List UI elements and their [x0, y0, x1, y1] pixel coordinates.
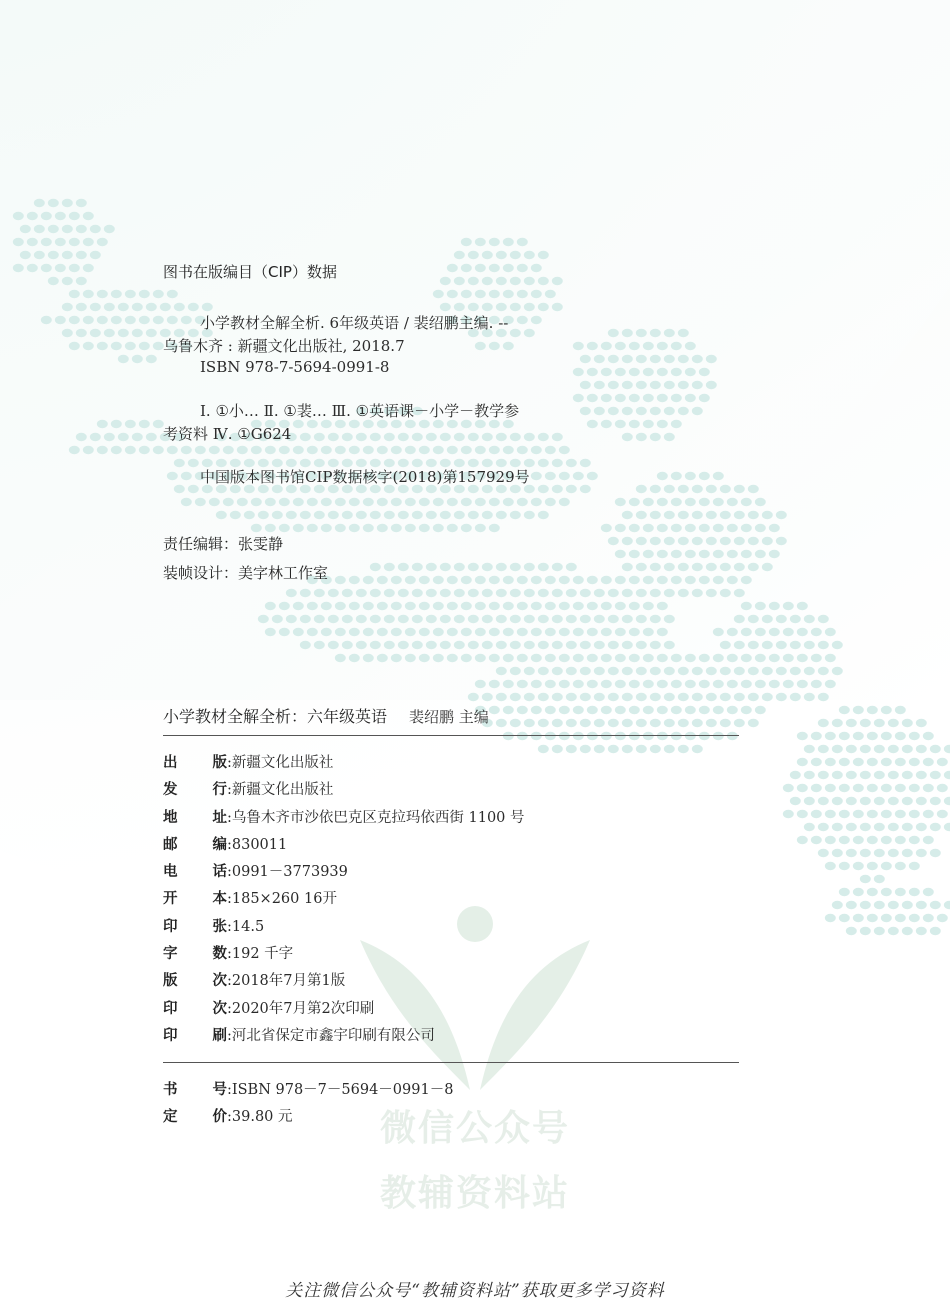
pub-row-format — [163, 888, 525, 915]
pub-value: :2018年7月第1版 — [227, 973, 346, 990]
divider-bottom — [163, 1062, 739, 1063]
cip-line-1: 小学教材全解全析. 6年级英语 / 裴绍鹏主编. -- — [200, 314, 509, 332]
pub-row-printing — [163, 998, 525, 1025]
pub-value: :192 千字 — [227, 946, 294, 963]
pub-row-phone — [163, 861, 525, 888]
pub-label: 印 张 — [163, 918, 227, 935]
cip-heading: 图书在版编目（CIP）数据 — [163, 263, 337, 281]
pub-label: 发 行 — [163, 782, 227, 799]
pub-row-distributor — [163, 779, 525, 806]
pub-value: :14.5 — [227, 918, 265, 935]
pub-label: 印 刷 — [163, 1027, 227, 1044]
pub-value: :新疆文化出版社 — [227, 782, 334, 799]
pub-value: :乌鲁木齐市沙依巴克区克拉玛依西街 1100 号 — [227, 809, 525, 826]
pub-label: 邮 编 — [163, 836, 227, 853]
pub-row-edition — [163, 970, 525, 997]
book-editor: 裴绍鹏 主编 — [409, 708, 489, 726]
pub-row-address — [163, 807, 525, 834]
pub-label: 开 本 — [163, 891, 227, 908]
cip-line-5: 考资料 Ⅳ. ①G624 — [163, 425, 292, 443]
pub-value: :河北省保定市鑫宇印刷有限公司 — [227, 1027, 435, 1044]
pub-value: :新疆文化出版社 — [227, 755, 334, 771]
pub-label: 印 次 — [163, 1000, 227, 1017]
footer-note: 关注微信公众号“教辅资料站”获取更多学习资料 — [285, 1281, 665, 1301]
cip-line-3: ISBN 978-7-5694-0991-8 — [200, 358, 390, 376]
divider-top — [163, 735, 739, 736]
pub-label: 字 数 — [163, 946, 227, 963]
pub-row-sheets — [163, 916, 525, 943]
pub-label: 定 价 — [163, 1109, 227, 1126]
book-header — [163, 704, 739, 727]
watermark-line-2: 教辅资料站 — [379, 1173, 570, 1214]
pub-row-postcode — [163, 834, 525, 861]
pub-value: :2020年7月第2次印刷 — [227, 1000, 375, 1017]
credit-label: 装帧设计： — [163, 564, 239, 582]
isbn-value: :ISBN 978－7－5694－0991－8 — [227, 1082, 454, 1098]
pub-value: :0991－3773939 — [227, 864, 348, 881]
pub-label: 书 号 — [163, 1082, 227, 1098]
pub-row-publisher — [163, 752, 525, 779]
pub-row-wordcount — [163, 943, 525, 970]
pub-label: 出 版 — [163, 755, 227, 771]
price-row — [163, 1106, 453, 1133]
book-title: 小学教材全解全析：六年级英语 — [163, 707, 388, 726]
cip-line-6: 中国版本图书馆CIP数据核字(2018)第157929号 — [200, 468, 530, 486]
pub-value: :185×260 16开 — [227, 891, 337, 908]
pub-row-printer — [163, 1025, 525, 1052]
credit-value: 美字林工作室 — [238, 564, 329, 582]
pub-value: :830011 — [227, 836, 288, 853]
credit-row — [163, 563, 328, 592]
cip-line-2: 乌鲁木齐 : 新疆文化出版社, 2018.7 — [163, 337, 405, 355]
publication-info — [163, 752, 525, 1052]
cip-line-4: Ⅰ. ①小… Ⅱ. ①裴… Ⅲ. ①英语课－小学－教学参 — [200, 402, 520, 420]
credits — [163, 534, 328, 592]
isbn-row — [163, 1079, 453, 1106]
pub-label: 地 址 — [163, 809, 227, 826]
isbn-price-info — [163, 1079, 453, 1134]
pub-label: 电 话 — [163, 864, 227, 881]
credit-label: 责任编辑： — [163, 535, 239, 553]
credit-row — [163, 534, 328, 563]
watermark-line-1: 微信公众号 — [379, 1108, 570, 1149]
credit-value: 张雯静 — [238, 535, 284, 553]
pub-label: 版 次 — [163, 973, 227, 990]
price-value: :39.80 元 — [227, 1109, 293, 1126]
